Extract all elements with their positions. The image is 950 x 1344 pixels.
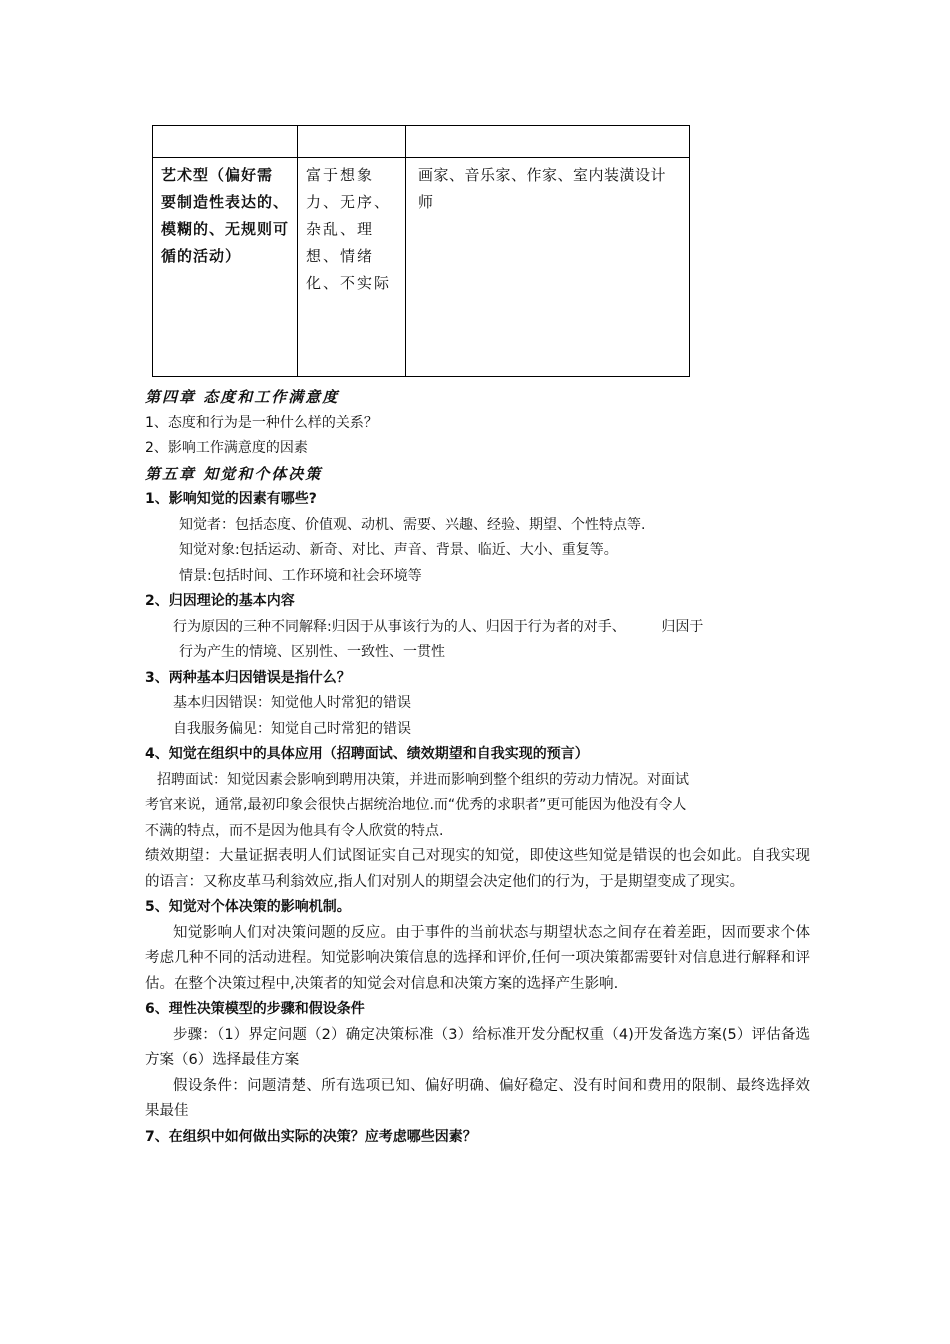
ch5-answer-1-perceiver: 知觉者：包括态度、价值观、动机、需要、兴趣、经验、期望、个性特点等. bbox=[179, 516, 646, 533]
ch5-question-1: 1、影响知觉的因素有哪些? bbox=[145, 491, 317, 507]
ch5-question-5: 5、知觉对个体决策的影响机制。 bbox=[145, 899, 351, 915]
ch5-answer-2-line-2: 行为产生的情境、区别性、一致性、一贯性 bbox=[179, 644, 445, 660]
table-cell-traits: 富于想象力、无序、杂乱、理想、情绪化、不实际 bbox=[298, 158, 406, 377]
table-cell-empty bbox=[406, 126, 690, 158]
ch5-answer-4-interview-line-3: 不满的特点，而不是因为他具有令人欣赏的特点. bbox=[145, 822, 444, 839]
ch5-answer-1-target: 知觉对象:包括运动、新奇、对比、声音、背景、临近、大小、重复等。 bbox=[179, 542, 618, 558]
ch5-answer-4-interview-line-2: 考官来说，通常,最初印象会很快占据统治地位.而“优秀的求职者”更可能因为他没有令人 bbox=[145, 797, 687, 813]
ch4-question-2: 2、影响工作满意度的因素 bbox=[145, 440, 308, 456]
ch5-answer-1-situation: 情景:包括时间、工作环境和社会环境等 bbox=[179, 567, 422, 584]
table-cell-type bbox=[153, 158, 298, 377]
chapter-5-title: 第五章 知觉和个体决策 bbox=[145, 464, 323, 483]
ch5-question-6: 6、理性决策模型的步骤和假设条件 bbox=[145, 1001, 365, 1017]
type-description: （偏好需要制造性表达的、模糊的、无规则可循的活动） bbox=[161, 166, 290, 265]
ch5-answer-3-fundamental: 基本归因错误：知觉他人时常犯的错误 bbox=[173, 695, 411, 711]
chapter-4-title: 第四章 态度和工作满意度 bbox=[145, 388, 340, 406]
ch5-answer-2-line-1: 行为原因的三种不同解释:归因于从事该行为的人、归因于行为者的对手、 归因于 bbox=[173, 618, 704, 635]
document-body bbox=[145, 385, 810, 1150]
ch5-answer-6-assumptions: 假设条件：问题清楚、所有选项已知、偏好明确、偏好稳定、没有时间和费用的限制、最终选择效果最佳 bbox=[145, 1077, 810, 1119]
ch5-question-7: 7、在组织中如何做出实际的决策？应考虑哪些因素？ bbox=[145, 1128, 477, 1145]
table-row-empty bbox=[153, 126, 690, 158]
ch5-question-2: 2、归因理论的基本内容 bbox=[145, 593, 295, 609]
ch5-question-3: 3、两种基本归因错误是指什么？ bbox=[145, 669, 351, 686]
ch4-question-1: 1、态度和行为是一种什么样的关系？ bbox=[145, 414, 378, 431]
table-cell-jobs: 画家、音乐家、作家、室内装潢设计师 bbox=[406, 158, 690, 377]
ch5-answer-6-steps: 步骤：（1）界定问题（2）确定决策标准（3）给标准开发分配权重（4)开发备选方案(5）评估备选方案（6）选择最佳方案 bbox=[145, 1026, 810, 1068]
ch5-answer-3-self-serving: 自我服务偏见：知觉自己时常犯的错误 bbox=[173, 720, 411, 737]
type-name: 艺术型 bbox=[161, 166, 210, 184]
career-type-table bbox=[152, 125, 690, 377]
ch5-answer-5: 知觉影响人们对决策问题的反应。由于事件的当前状态与期望状态之间存在着差距，因而要求个体考虑几种不同的活动进程。知觉影响决策信息的选择和评价,任何一项决策都需要针对信息进行解释和评估。在整个决策过程中,决策者的知觉会对信息和决策方案的选择产生影响. bbox=[145, 924, 810, 992]
ch5-answer-4-interview-line-1: 招聘面试：知觉因素会影响到聘用决策，并进而影响到整个组织的劳动力情况。对面试 bbox=[157, 771, 689, 788]
table-cell-empty bbox=[298, 126, 406, 158]
table-cell-empty bbox=[153, 126, 298, 158]
ch5-answer-4-performance: 绩效期望：大量证据表明人们试图证实自己对现实的知觉，即使这些知觉是错误的也会如此。自我实现的语言：又称皮革马利翁效应,指人们对别人的期望会决定他们的行为，于是期望变成了现实。 bbox=[145, 848, 810, 890]
table-row-artistic bbox=[153, 158, 690, 377]
ch5-question-4: 4、知觉在组织中的具体应用（招聘面试、绩效期望和自我实现的预言） bbox=[145, 746, 589, 762]
